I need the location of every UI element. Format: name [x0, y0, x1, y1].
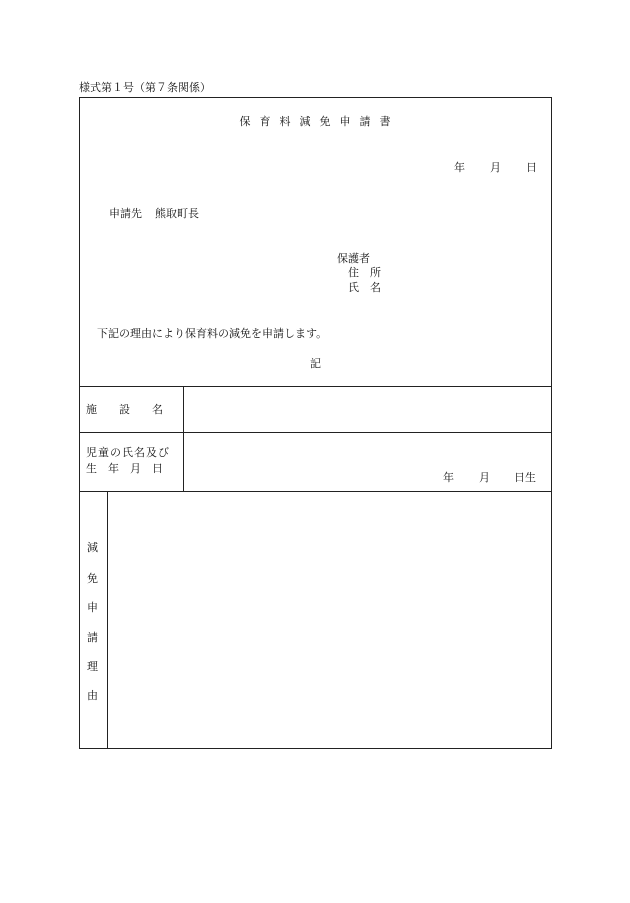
date-year-label: 年 — [454, 161, 465, 174]
guardian-name-label: 氏 名 — [348, 281, 381, 294]
date-day-label: 日 — [526, 161, 537, 174]
child-row-rule — [79, 491, 552, 492]
birth-month-label: 月 — [479, 471, 490, 484]
child-birthdate-label: 生 年 月 日 — [86, 462, 163, 475]
guardian-label: 保護者 — [337, 252, 370, 265]
recipient-label: 申請先 — [109, 207, 142, 220]
facility-name-field[interactable] — [185, 388, 550, 430]
recipient-name: 熊取町長 — [155, 207, 199, 220]
birth-day-label: 日生 — [514, 471, 536, 484]
date-month-label: 月 — [490, 161, 501, 174]
facility-row-rule — [79, 432, 552, 433]
facility-label: 施 設 名 — [86, 403, 163, 416]
reason-label-char: 由 — [87, 689, 98, 702]
reason-label-char: 減 — [87, 541, 98, 554]
table-top-rule — [79, 386, 552, 387]
child-info-field[interactable] — [185, 434, 550, 489]
label-column-rule — [183, 386, 184, 491]
reason-label-char: 申 — [87, 601, 98, 614]
reason-label-char: 請 — [87, 631, 98, 644]
reason-label-char: 理 — [87, 660, 98, 673]
form-number: 様式第１号（第７条関係） — [79, 81, 211, 94]
reason-column-rule — [107, 491, 108, 749]
note-label: 記 — [310, 357, 321, 370]
reason-label-char: 免 — [87, 572, 98, 585]
page-title: 保育料減免申請書 — [239, 115, 400, 128]
birth-year-label: 年 — [443, 471, 454, 484]
child-name-label: 児童の氏名及び — [86, 446, 170, 459]
reason-field[interactable] — [109, 493, 550, 747]
statement-text: 下記の理由により保育料の減免を申請します。 — [97, 327, 328, 340]
guardian-address-label: 住 所 — [348, 266, 381, 279]
